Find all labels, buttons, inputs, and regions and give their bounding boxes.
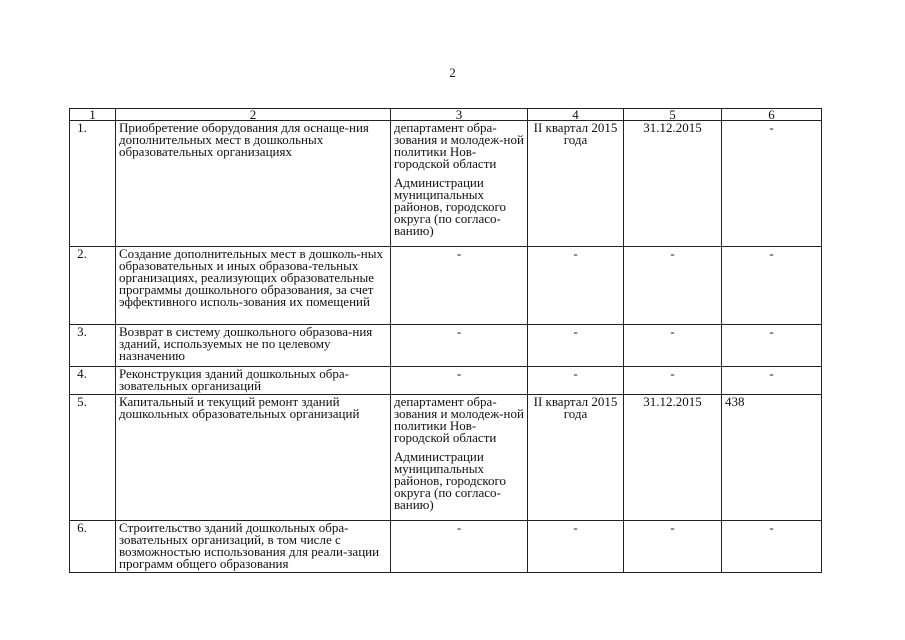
row-number: 6. [70,521,116,573]
table-row [70,121,822,247]
plan-table [69,108,822,573]
column-header: 6 [722,109,822,121]
responsible-cell: - [391,367,528,395]
activity-cell: Строительство зданий дошкольных обра-зовательных организаций, в том числе с возможностью использования для реали-зации программ общего образования [116,521,391,573]
table-row [70,367,822,395]
activity-cell: Возврат в систему дошкольного образова-ния зданий, используемых не по целевому назначению [116,325,391,367]
period-cell: - [528,521,624,573]
responsible-text: Администрации муниципальных районов, городского округа (по согласо-ванию) [394,175,507,238]
period-cell: - [528,325,624,367]
activity-cell: Создание дополнительных мест в дошколь-ных образовательных и иных образова-тельных организациях, реализующих образовательные программы дошкольного образования, за счет эффективного исполь-зования их помещений [116,247,391,325]
value-cell: - [722,325,822,367]
row-number: 1. [70,121,116,247]
responsible-cell [391,121,528,247]
column-header: 5 [624,109,722,121]
row-number: 2. [70,247,116,325]
table-row [70,521,822,573]
date-cell: - [624,247,722,325]
date-cell: - [624,325,722,367]
date-cell: - [624,367,722,395]
date-cell: 31.12.2015 [624,121,722,247]
value-cell: - [722,521,822,573]
value-cell: 438 [722,395,822,521]
period-cell: - [528,247,624,325]
value-cell: - [722,247,822,325]
page-number: 2 [449,65,456,80]
responsible-text: департамент обра-зования и молодеж-ной политики Нов-городской области [394,394,524,445]
row-number: 5. [70,395,116,521]
table-header-row [70,109,822,121]
date-cell: 31.12.2015 [624,395,722,521]
value-cell: - [722,367,822,395]
date-cell: - [624,521,722,573]
period-cell: - [528,367,624,395]
responsible-text: департамент обра-зования и молодеж-ной политики Нов-городской области [394,120,524,171]
table-row [70,247,822,325]
column-header: 2 [116,109,391,121]
responsible-text: Администрации муниципальных районов, городского округа (по согласо-ванию) [394,449,507,512]
table-row [70,395,822,521]
column-header: 4 [528,109,624,121]
column-header: 1 [70,109,116,121]
activity-cell: Приобретение оборудования для оснаще-ния дополнительных мест в дошкольных образовательных организациях [116,121,391,247]
activity-cell: Капитальный и текущий ремонт зданий дошкольных образовательных организаций [116,395,391,521]
responsible-cell [391,395,528,521]
row-number: 3. [70,325,116,367]
table-row [70,325,822,367]
period-cell: II квартал 2015 года [528,395,624,521]
value-cell: - [722,121,822,247]
column-header: 3 [391,109,528,121]
row-number: 4. [70,367,116,395]
responsible-cell: - [391,325,528,367]
responsible-cell: - [391,521,528,573]
responsible-cell: - [391,247,528,325]
activity-cell: Реконструкция зданий дошкольных обра-зовательных организаций [116,367,391,395]
period-cell: II квартал 2015 года [528,121,624,247]
